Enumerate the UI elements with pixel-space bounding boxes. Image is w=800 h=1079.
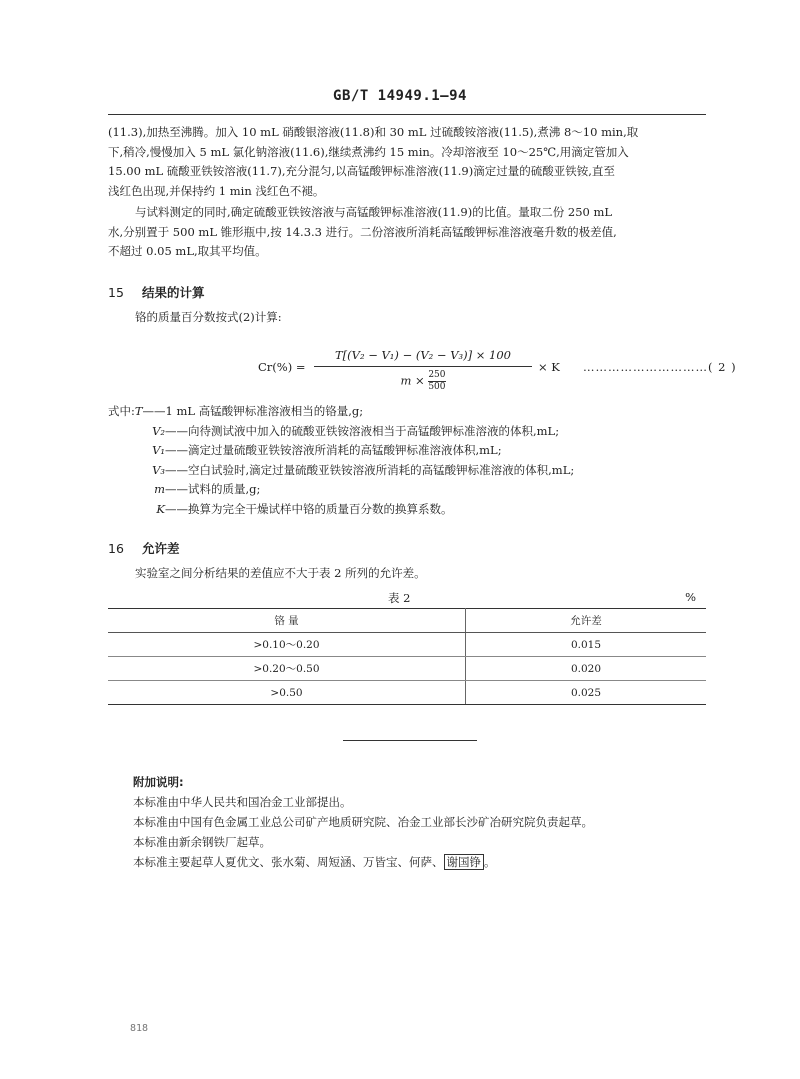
section-15-heading (108, 283, 205, 301)
text-line: (11.3),加热至沸腾。加入 10 mL 硝酸银溶液(11.8)和 30 mL 过硫酸铵溶液(11.5),煮沸 8～10 min,取 (108, 125, 639, 139)
column-header-chromium: 铬 量 (108, 609, 466, 633)
variable-row (108, 402, 708, 422)
section-number: 15 (108, 285, 124, 300)
note-line: 本标准由新余钢铁厂起草。 (133, 835, 271, 849)
authors-end: 。 (484, 855, 496, 869)
tolerance-cell: 0.025 (466, 681, 707, 705)
variable-definitions (108, 402, 708, 519)
variable-row (108, 500, 708, 520)
table-unit: % (685, 590, 696, 604)
dilution-ratio (428, 370, 445, 393)
section-title: 允许差 (142, 541, 180, 556)
variable-symbol: K (156, 501, 165, 516)
tolerance-cell: 0.020 (466, 657, 707, 681)
variable-row (108, 461, 708, 481)
text-line: 与试料测定的同时,确定硫酸亚铁铵溶液与高锰酸钾标准溶液(11.9)的比值。量取二份 250 mL (135, 205, 613, 219)
section-16-heading (108, 539, 180, 557)
authors-text: 本标准主要起草人夏优文、张水菊、周短涵、万皆宝、何萨、 (133, 855, 444, 869)
variable-row (108, 422, 708, 442)
table-row (108, 681, 706, 705)
formula-numerator: T[(V₂ − V₁) − (V₂ − V₃)] × 100 (335, 348, 511, 362)
tolerance-table (108, 608, 706, 705)
boxed-author-name: 谢国铮 (444, 854, 485, 870)
additional-notes (133, 772, 713, 872)
table-row (108, 633, 706, 657)
variable-desc: ——空白试验时,滴定过量硫酸亚铁铵溶液所消耗的高锰酸钾标准溶液的体积,mL; (165, 462, 575, 477)
chromium-formula (258, 344, 737, 400)
variable-desc: ——换算为完全干燥试样中铬的质量百分数的换算系数。 (165, 501, 453, 516)
text-line: 不超过 0.05 mL,取其平均值。 (108, 244, 267, 258)
section-number: 16 (108, 541, 124, 556)
variable-desc: ——向待测试液中加入的硫酸亚铁铵溶液相当于高锰酸钾标准溶液的体积,mL; (165, 423, 560, 438)
text-line: 实验室之间分析结果的差值应不大于表 2 所列的允许差。 (135, 566, 426, 580)
table-row (108, 657, 706, 681)
section-16-intro (108, 564, 706, 584)
column-header-tolerance: 允许差 (466, 609, 707, 633)
chromium-range-cell: >0.10～0.20 (108, 633, 466, 657)
table-title: 表 2 (388, 591, 411, 605)
page-number: 818 (130, 1023, 149, 1034)
variable-row (108, 480, 708, 500)
variables-intro: 式中: (108, 404, 135, 418)
section-15-intro (108, 308, 706, 328)
equation-number: …………………………( 2 ) (583, 360, 737, 374)
note-line: 本标准由中国有色金属工业总公司矿产地质研究院、冶金工业部长沙矿冶研究院负责起草。 (133, 815, 593, 829)
text-line: 水,分别置于 500 mL 锥形瓶中,按 14.3.3 进行。二份溶液所消耗高锰酸钾标准溶液毫升数的极差值, (108, 224, 617, 239)
variable-symbol: T (134, 404, 143, 418)
text-line: 浅红色出现,并保持约 1 min 浅红色不褪。 (108, 183, 325, 198)
top-paragraph (108, 123, 706, 201)
denominator-mass: m × (400, 373, 425, 388)
table-header-row (108, 609, 706, 633)
notes-title: 附加说明: (133, 775, 184, 789)
variable-desc: ——1 mL 高锰酸钾标准溶液相当的铬量,g; (142, 404, 364, 418)
header-rule (108, 114, 706, 115)
text-line: 铬的质量百分数按式(2)计算: (135, 310, 282, 324)
chromium-range-cell: >0.50 (108, 681, 466, 705)
ratio-numerator: 250 (428, 370, 446, 380)
formula-denominator (314, 370, 532, 393)
section-separator (343, 740, 477, 741)
variable-desc: ——滴定过量硫酸亚铁铵溶液所消耗的高锰酸钾标准溶液体积,mL; (165, 443, 502, 457)
variable-symbol: m (154, 482, 165, 496)
variable-desc: ——试料的质量,g; (165, 482, 261, 496)
note-line-authors (133, 852, 713, 872)
variable-symbol: V₂ (152, 423, 165, 438)
section-title: 结果的计算 (142, 285, 205, 300)
formula-rhs: × K (538, 360, 560, 374)
variable-row (108, 441, 708, 461)
formula-lhs: Cr(%) = (258, 360, 306, 374)
ratio-denominator: 500 (428, 382, 446, 392)
text-line: 下,稍冷,慢慢加入 5 mL 氯化钠溶液(11.6),继续煮沸约 15 min。冷却溶液至 10～25℃,用滴定管加入 (108, 144, 629, 159)
variable-symbol: V₁ (152, 443, 165, 457)
fraction-bar (314, 366, 532, 367)
note-line: 本标准由中华人民共和国冶金工业部提出。 (133, 795, 352, 809)
text-line: 15.00 mL 硫酸亚铁铵溶液(11.7),充分混匀,以高锰酸钾标准溶液(11.9)滴定过量的硫酸亚铁铵,直至 (108, 164, 615, 178)
variable-symbol: V₃ (152, 462, 165, 477)
standard-number-header: GB/T 14949.1—94 (333, 88, 467, 104)
comparison-paragraph (108, 203, 706, 262)
chromium-range-cell: >0.20～0.50 (108, 657, 466, 681)
tolerance-cell: 0.015 (466, 633, 707, 657)
